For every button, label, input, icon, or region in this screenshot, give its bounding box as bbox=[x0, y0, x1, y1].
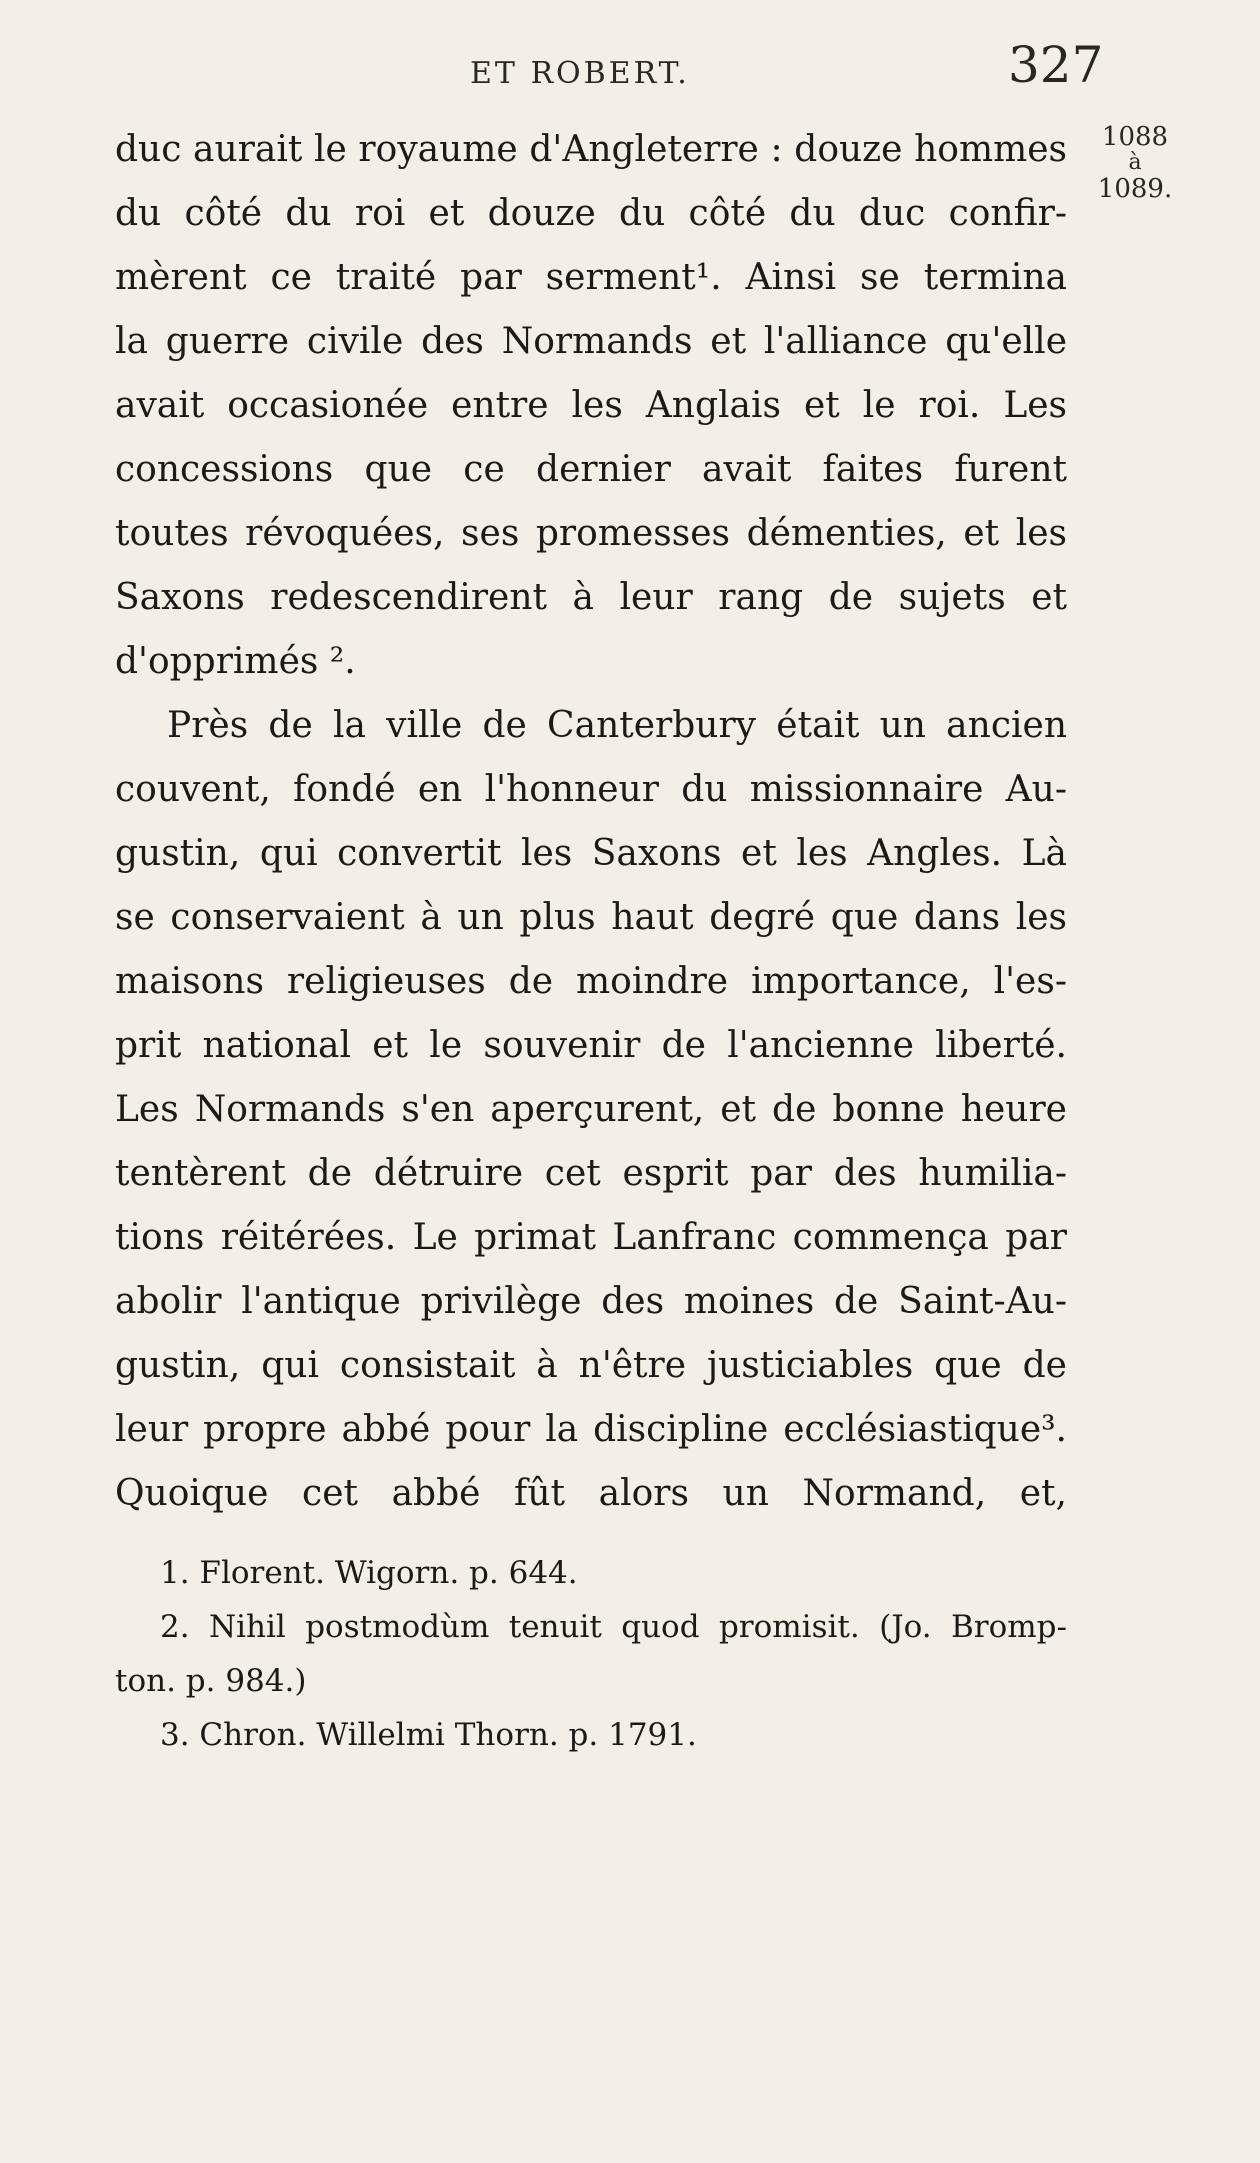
page-number: 327 bbox=[1008, 36, 1104, 94]
text-line: mèrent ce traité par serment¹. Ainsi se termina bbox=[115, 257, 1067, 298]
margin-year-start: 1088 bbox=[1101, 122, 1169, 152]
text-line: d'opprimés ². bbox=[115, 641, 356, 682]
text-line: concessions que ce dernier avait faites furent bbox=[115, 449, 1067, 490]
text-line: gustin, qui convertit les Saxons et les Angles. Là bbox=[115, 833, 1067, 874]
text-line: Saxons redescendirent à leur rang de sujets et bbox=[115, 577, 1067, 618]
text-line: leur propre abbé pour la discipline ecclésiastique³. bbox=[115, 1409, 1067, 1450]
text-line: la guerre civile des Normands et l'alliance qu'elle bbox=[115, 321, 1067, 362]
running-title: ET ROBERT. bbox=[470, 56, 690, 91]
text-line: gustin, qui consistait à n'être justiciables que de bbox=[115, 1345, 1067, 1386]
footnote: 3. Chron. Willelmi Thorn. p. 1791. bbox=[160, 1717, 697, 1753]
text-line: prit national et le souvenir de l'ancienne liberté. bbox=[115, 1025, 1067, 1066]
footnote-continuation: ton. p. 984.) bbox=[115, 1663, 307, 1699]
text-line: Les Normands s'en aperçurent, et de bonne heure bbox=[115, 1089, 1067, 1130]
footnote: 2. Nihil postmodùm tenuit quod promisit. (Jo. Bromp- bbox=[160, 1609, 1067, 1645]
text-line: abolir l'antique privilège des moines de Saint-Au- bbox=[115, 1281, 1067, 1322]
main-text bbox=[115, 118, 1067, 1526]
text-line: maisons religieuses de moindre importance, l'es- bbox=[115, 961, 1067, 1002]
text-line: tions réitérées. Le primat Lanfranc commença par bbox=[115, 1217, 1067, 1258]
margin-separator: à bbox=[1128, 150, 1142, 175]
text-line: couvent, fondé en l'honneur du missionnaire Au- bbox=[115, 769, 1067, 810]
margin-year-end: 1089. bbox=[1097, 174, 1173, 204]
footnote: 1. Florent. Wigorn. p. 644. bbox=[160, 1555, 578, 1591]
footnotes bbox=[115, 1546, 1067, 1762]
text-line: se conservaient à un plus haut degré que dans les bbox=[115, 897, 1067, 938]
text-line: toutes révoquées, ses promesses démenties, et les bbox=[115, 513, 1067, 554]
text-line: duc aurait le royaume d'Angleterre : douze hommes bbox=[115, 129, 1067, 170]
text-line: tentèrent de détruire cet esprit par des humilia- bbox=[115, 1153, 1067, 1194]
text-line: Quoique cet abbé fût alors un Normand, et, bbox=[115, 1473, 1067, 1514]
text-line: avait occasionée entre les Anglais et le roi. Les bbox=[115, 385, 1067, 426]
text-line: Près de la ville de Canterbury était un ancien bbox=[167, 705, 1067, 746]
margin-date-note bbox=[1085, 122, 1185, 204]
text-line: du côté du roi et douze du côté du duc confir- bbox=[115, 193, 1067, 234]
